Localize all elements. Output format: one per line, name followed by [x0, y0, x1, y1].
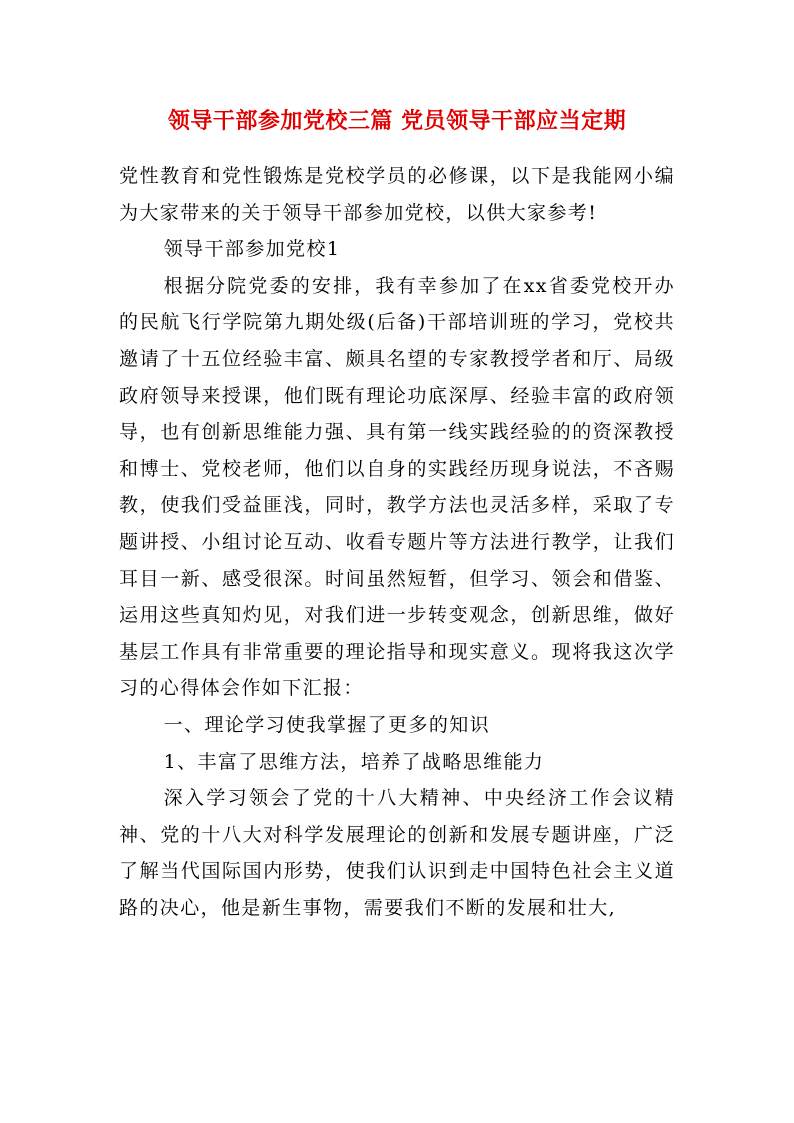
document-body [119, 158, 675, 926]
section-heading: 领导干部参加党校1 [163, 238, 341, 261]
document-title: 领导干部参加党校三篇 党员领导干部应当定期 [167, 108, 627, 134]
subheading-level-2: 1、丰富了思维方法，培养了战略思维能力 [163, 750, 545, 773]
body-paragraph: 根据分院党委的安排，我有幸参加了在xx省委党校开办的民航飞行学院第九期处级(后备)干部培训班的学习，党校共邀请了十五位经验丰富、颇具名望的专家教授学者和厅、局级政府领导来授课，他们既有理论功底深厚、经验丰富的政府领导，也有创新思维能力强、具有第一线实践经验的的资深教授和博士、党校老师，他们以自身的实践经历现身说法，不吝赐教，使我们受益匪浅，同时，教学方法也灵活多样，采取了专题讲授、小组讨论互动、收看专题片等方法进行教学，让我们耳目一新、感受很深。时间虽然短暂，但学习、领会和借鉴、运用这些真知灼见，对我们进一步转变观念，创新思维，做好基层工作具有非常重要的理论指导和现实意义。现将我这次学习的心得体会作如下汇报： [119, 274, 675, 700]
subheading-level-1: 一、理论学习使我掌握了更多的知识 [163, 713, 491, 736]
intro-paragraph: 党性教育和党性锻炼是党校学员的必修课，以下是我能网小编为大家带来的关于领导干部参加党校，以供大家参考! [119, 165, 675, 224]
body-paragraph: 深入学习领会了党的十八大精神、中央经济工作会议精神、党的十八大对科学发展理论的创新和发展专题讲座，广泛了解当代国际国内形势，使我们认识到走中国特色社会主义道路的决心，他是新生事物，需要我们不断的发展和壮大, [119, 787, 675, 919]
